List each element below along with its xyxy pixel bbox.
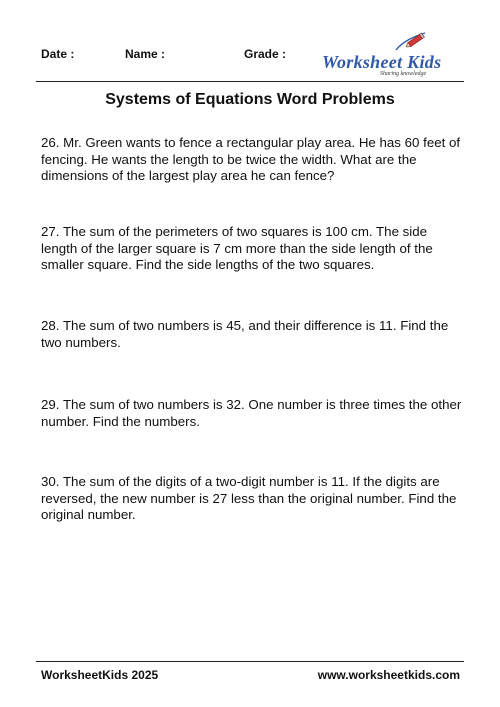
header-divider bbox=[36, 81, 464, 82]
question-27: 27. The sum of the perimeters of two squares is 100 cm. The side length of the larger square is 7 cm more than the side length of the smaller square. Find the side lengths of the two squares. bbox=[41, 224, 433, 273]
grade-label: Grade : bbox=[244, 47, 287, 61]
logo-text: Worksheet Kids bbox=[322, 52, 442, 72]
question-28: 28. The sum of two numbers is 45, and their difference is 11. Find the two numbers. bbox=[41, 318, 449, 350]
worksheet-kids-logo bbox=[318, 26, 464, 76]
pencil-icon bbox=[394, 30, 428, 52]
logo-tagline: Sharing knowledge bbox=[380, 71, 427, 77]
footer-copyright: WorksheetKids 2025 bbox=[41, 668, 159, 682]
date-label: Date : bbox=[41, 47, 75, 61]
footer-divider bbox=[36, 661, 464, 662]
name-label: Name : bbox=[125, 47, 166, 61]
page-title: Systems of Equations Word Problems bbox=[105, 91, 395, 108]
question-26: 26. Mr. Green wants to fence a rectangular play area. He has 60 feet of fencing. He wants the length to be twice the width. What are the dimensions of the largest play area he can fence? bbox=[41, 135, 461, 184]
question-30: 30. The sum of the digits of a two-digit number is 11. If the digits are reversed, the new number is 27 less than the original number. Find the original number. bbox=[41, 474, 457, 523]
question-29: 29. The sum of two numbers is 32. One number is three times the other number. Find the numbers. bbox=[41, 397, 462, 429]
footer-website: www.worksheetkids.com bbox=[317, 668, 460, 682]
